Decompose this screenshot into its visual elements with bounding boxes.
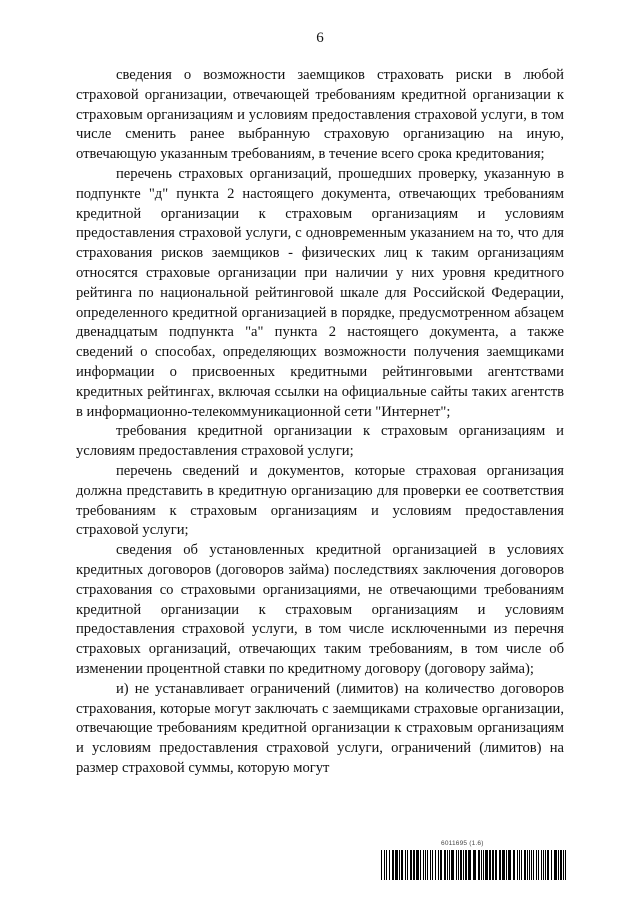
paragraph: и) не устанавливает ограничений (лимитов) на количество договоров страхования, которые могут заключать с заемщиками страховые организации, отвечающие требованиям кредитной организации к страховым организациям и условиям предоставления страховой услуги, ограничений (лимитов) на размер страховой суммы, которую могут [76,680,564,776]
paragraph: сведения о возможности заемщиков страховать риски в любой страховой организации, отвечающей требованиям кредитной организации к страховым организациям и условиям предоставления страховой услуги, в том числе сменить ранее выбранную страховую организацию на иную, отвечающую указанным требованиям, в течение всего срока кредитования; [76,67,564,163]
paragraph: требования кредитной организации к страховым организациям и условиям предоставления страховой услуги; [76,423,564,460]
document-body [76,66,564,779]
paragraph: сведения об установленных кредитной организацией в условиях кредитных договоров (договоров займа) последствиях заключения договоров страхования со страховыми организациями, не отвечающими требованиям кредитной организации к страховым организациям и условиям предоставления страховой услуги, в том числе исключенными из перечня страховых организаций, отвечающих таким требованиям, в том числе об изменении процентной ставки по кредитному договору (договору займа); [76,542,564,677]
paragraph: перечень сведений и документов, которые страховая организация должна представить в кредитную организацию для проверки ее соответствия требованиям к страховым организациям и условиям предоставления страховой услуги; [76,462,564,539]
barcode-caption: 6011695 (1.6) [441,840,484,847]
barcode-icon [381,850,569,880]
page-number: 6 [316,30,324,46]
barcode [381,840,569,880]
paragraph: перечень страховых организаций, прошедших проверку, указанную в подпункте "д" пункта 2 настоящего документа, отвечающих требованиям кредитной организации к страховым организациям и условиям предоставления страховой услуги, с одновременным указанием на то, что для страхования рисков заемщиков - физических лиц к таким организациям относятся страховые организации при наличии у них уровня кредитного рейтинга по национальной рейтинговой шкале для Российской Федерации, определенного кредитной организацией в порядке, предусмотренном абзацем двенадцатым подпункта "а" пункта 2 настоящего документа, а также сведений о способах, определяющих возможности получения заемщиками информации о присвоенных кредитными рейтинговыми агентствами кредитных рейтингах, включая ссылки на официальные сайты таких агентств в информационно-телекоммуникационной сети "Интернет"; [76,165,564,420]
